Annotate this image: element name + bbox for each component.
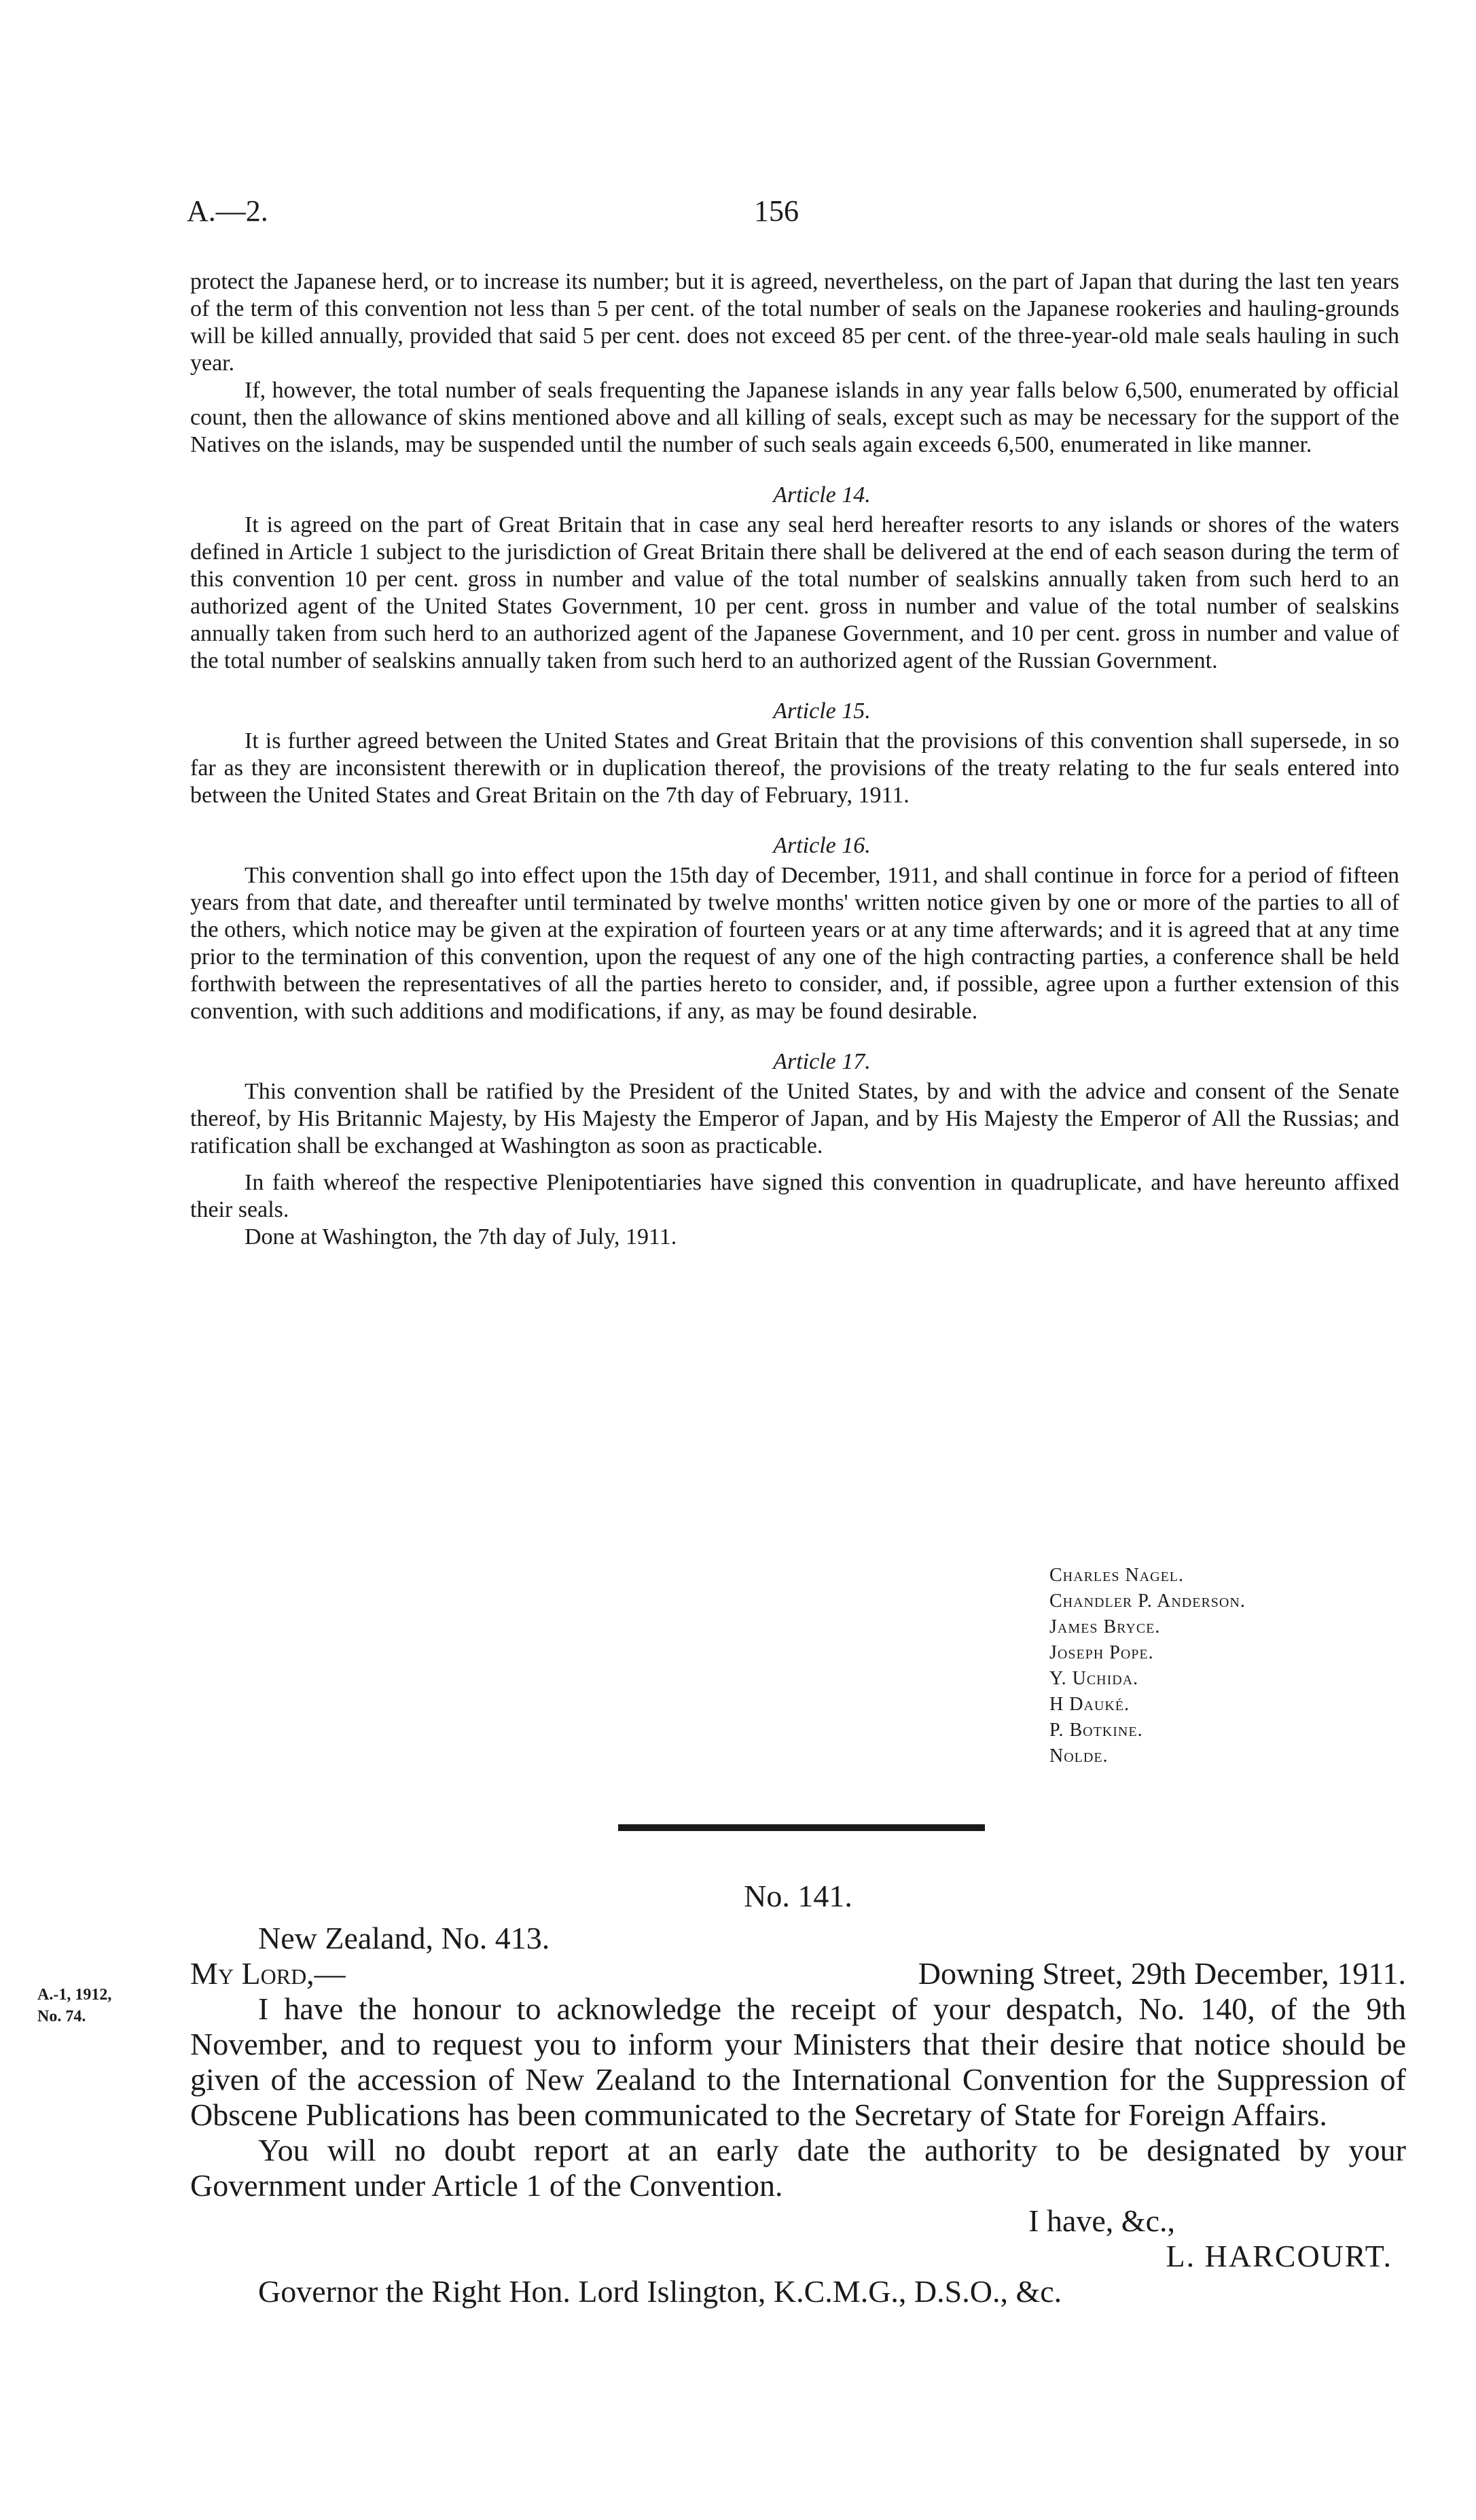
signatory-name: Nolde.: [1049, 1745, 1109, 1767]
paper-reference: A.—2.: [187, 194, 268, 228]
margin-reference-line: No. 74.: [37, 2008, 86, 2025]
despatch-letter: [190, 1879, 1406, 2309]
paragraph: If, however, the total number of seals frequenting the Japanese islands in any year falls below 6,500, enumerated by official count, then the allowance of skins mentioned above and all killing of seals, except such as may be necessary for the support of the Natives on the islands, may be suspended until the number of such seals again exceeds 6,500, enumerated in like manner.: [190, 378, 1399, 457]
article-heading: Article 14.: [773, 482, 871, 508]
page-number: 156: [754, 194, 799, 228]
closing: I have, &c.,: [1028, 2203, 1175, 2238]
margin-reference: [37, 1984, 111, 2027]
salutation-row: [190, 1956, 1406, 1991]
addressee: Governor the Right Hon. Lord Islington, K.C.M.G., D.S.O., &c.: [258, 2274, 1062, 2309]
paragraph: Done at Washington, the 7th day of July, 1911.: [245, 1224, 677, 1249]
salutation: My Lord,—: [190, 1956, 346, 1991]
signatory-list: [1049, 1563, 1246, 1769]
margin-reference-line: A.-1, 1912,: [37, 1986, 112, 2004]
letter-paragraph: You will no doubt report at an early date the authority to be designated by your Government under Article 1 of the Convention.: [190, 2133, 1406, 2203]
page-header: [187, 194, 1396, 234]
signatory-name: Charles Nagel.: [1049, 1565, 1184, 1586]
signatory-name: H Dauké.: [1049, 1694, 1130, 1715]
article-text: This convention shall go into effect upon the 15th day of December, 1911, and shall continue in force for a period of fifteen years from that date, and thereafter until terminated by twelve months' written notice given by one or more of the parties to all of the others, which notice may be given at the expiration of fourteen years or at any time afterwards; and it is agreed that at any time prior to the termination of this convention, upon the request of any one of the high contracting parties, a conference shall be held forthwith between the representatives of all the parties hereto to consider, and, if possible, agree upon a further extension of this convention, with such additions and modifications, if any, as may be found desirable.: [190, 863, 1399, 1024]
despatch-number: No. 141.: [744, 1879, 852, 1913]
letter-paragraph: I have the honour to acknowledge the receipt of your despatch, No. 140, of the 9th November, and to request you to inform your Ministers that their desire that notice should be given of the accession of New Zealand to the International Convention for the Suppression of Obscene Publications has been communicated to the Secretary of State for Foreign Affairs.: [190, 1991, 1406, 2132]
place-date: Downing Street, 29th December, 1911.: [918, 1956, 1406, 1991]
signatory-name: Chandler P. Anderson.: [1049, 1591, 1246, 1612]
article-text: It is further agreed between the United States and Great Britain that the provisions of this convention shall supersede, in so far as they are inconsistent therewith or in duplication thereof, the provisions of the treaty relating to the fur seals entered into between the United States and Great Britain on the 7th day of February, 1911.: [190, 728, 1399, 808]
paragraph: protect the Japanese herd, or to increase its number; but it is agreed, nevertheless, on the part of Japan that during the last ten years of the term of this convention not less than 5 per cent. of the total number of seals on the Japanese rookeries and hauling-grounds will be killed annually, provided that said 5 per cent. does not exceed 85 per cent. of the three-year-old male seals hauling in such year.: [190, 269, 1399, 376]
article-text: This convention shall be ratified by the President of the United States, by and with the advice and consent of the Senate thereof, by His Britannic Majesty, by His Majesty the Emperor of Japan, and by His Majesty the Emperor of All the Russias; and ratification shall be exchanged at Washington as soon as practicable.: [190, 1079, 1399, 1158]
article-heading: Article 17.: [773, 1049, 871, 1074]
signature: L. HARCOURT.: [1166, 2239, 1392, 2273]
article-heading: Article 16.: [773, 833, 871, 858]
signatory-name: Joseph Pope.: [1049, 1642, 1154, 1663]
signatory-name: P. Botkine.: [1049, 1720, 1143, 1741]
convention-text: [190, 268, 1399, 1251]
paragraph: In faith whereof the respective Plenipotentiaries have signed this convention in quadruplicate, and have hereunto affixed their seals.: [190, 1170, 1399, 1222]
section-divider: [618, 1824, 985, 1831]
article-text: It is agreed on the part of Great Britain that in case any seal herd hereafter resorts to any islands or shores of the waters defined in Article 1 subject to the jurisdiction of Great Britain there shall be delivered at the end of each season during the term of this convention 10 per cent. gross in number and value of the total number of sealskins annually taken from such herd to an authorized agent of the United States Government, 10 per cent. gross in number and value of the total number of sealskins annually taken from such herd to an authorized agent of the Japanese Government, and 10 per cent. gross in number and value of the total number of sealskins annually taken from such herd to an authorized agent of the Russian Government.: [190, 512, 1399, 673]
article-heading: Article 15.: [773, 698, 871, 724]
signatory-name: Y. Uchida.: [1049, 1668, 1139, 1689]
nz-reference: New Zealand, No. 413.: [258, 1921, 550, 1955]
signatory-name: James Bryce.: [1049, 1616, 1161, 1637]
